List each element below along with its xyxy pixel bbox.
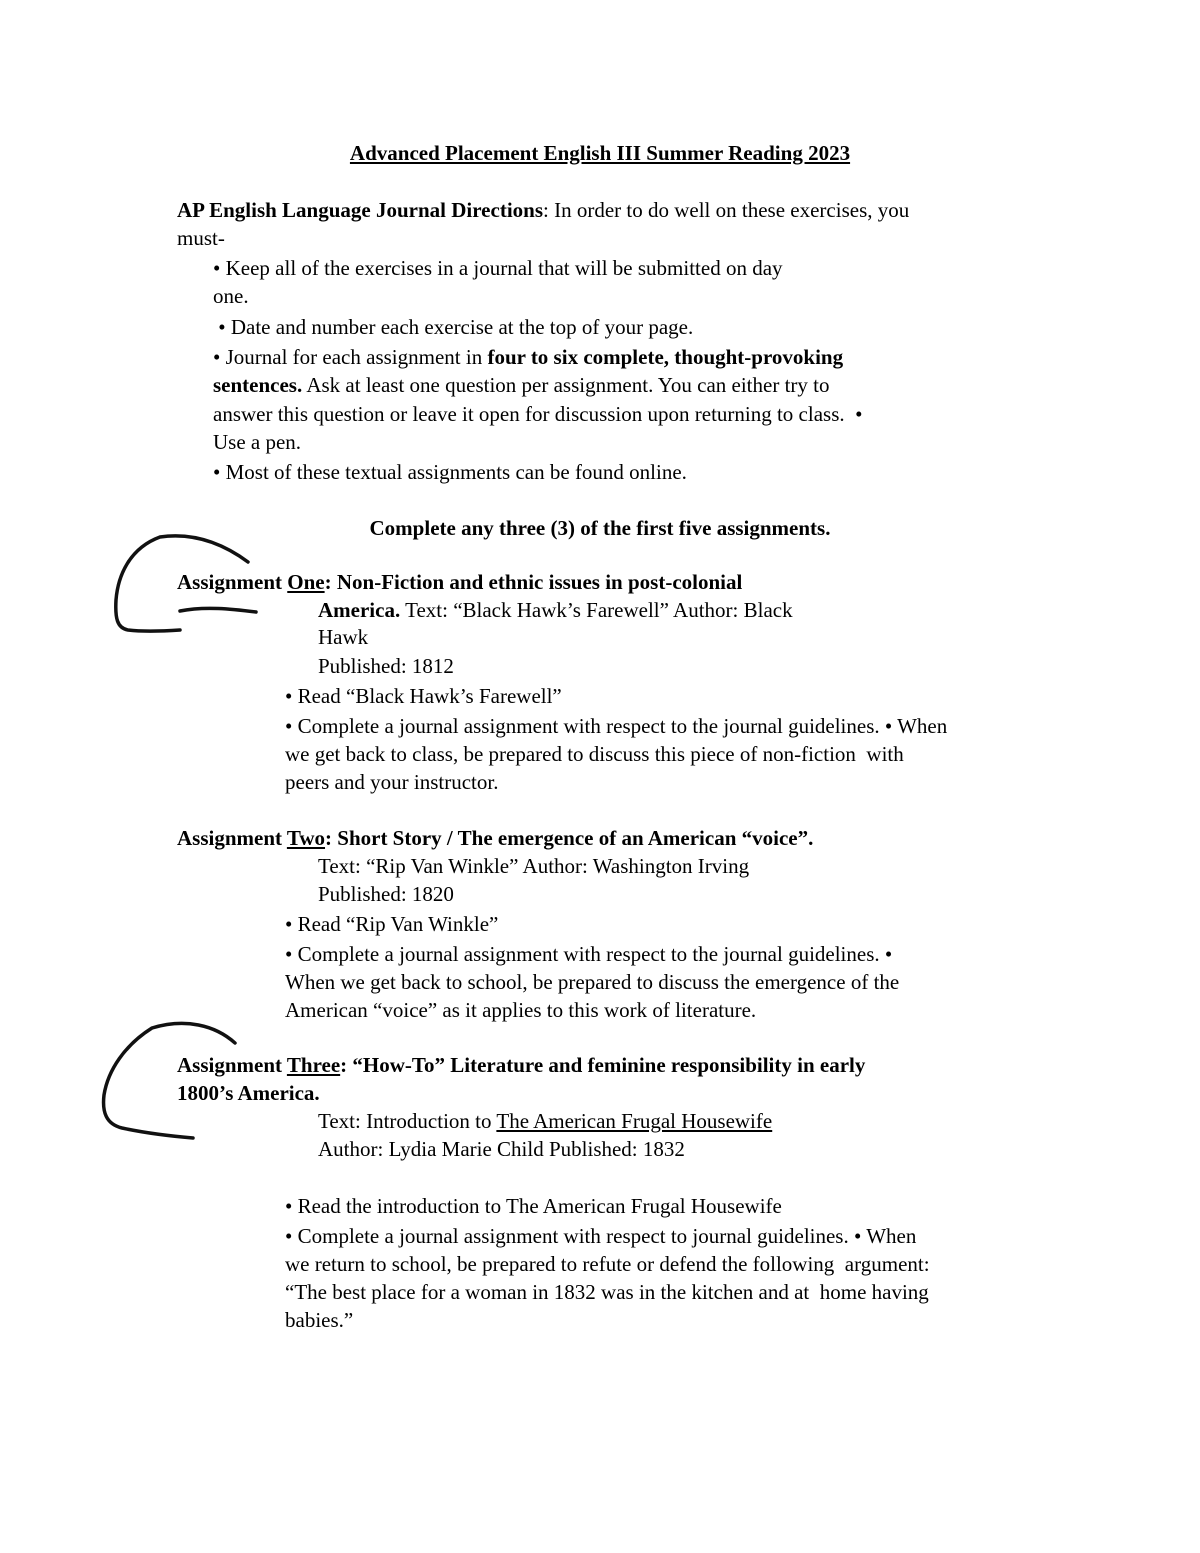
assignment-three-bullet-2-line4: babies.” — [285, 1308, 354, 1332]
directions-intro-line2: must- — [177, 226, 225, 250]
directions-intro — [177, 196, 909, 224]
directions-intro-text: : In order to do well on these exercises, you — [543, 198, 910, 222]
assignment-number: Two — [286, 826, 326, 850]
assignment-topic: : “How-To” Literature and feminine responsibility in early — [340, 1053, 866, 1077]
assignment-one-author-cont: Hawk — [318, 625, 369, 649]
assignment-one-bullet-1: • Read “Black Hawk’s Farewell” — [285, 684, 562, 708]
assignment-number: One — [287, 570, 325, 594]
directions-bullet-4: • Most of these textual assignments can be found online. — [213, 460, 687, 484]
bullet-3-text-2: Ask at least one question per assignment. You can either try to — [302, 373, 830, 397]
directions-bullet-2: • Date and number each exercise at the top of your page. — [213, 315, 694, 339]
book-title: The American Frugal Housewife — [496, 1109, 773, 1133]
assignment-topic: : Non-Fiction and ethnic issues in post-colonial — [324, 570, 743, 594]
directions-bullet-1-cont: one. — [213, 284, 249, 308]
assignment-three-text-line — [318, 1107, 772, 1135]
directions-bullet-3-line4: Use a pen. — [213, 430, 302, 454]
assignment-three-bullet-1: • Read the introduction to The American Frugal Housewife — [285, 1194, 782, 1218]
assignment-three-title — [177, 1051, 865, 1079]
page-title: Advanced Placement English III Summer Reading 2023 — [349, 141, 851, 165]
bullet-3-text: • Journal for each assignment in — [213, 345, 488, 369]
assignment-two-published: Published: 1820 — [318, 882, 454, 906]
assignment-two-text-line: Text: “Rip Van Winkle” Author: Washington Irving — [318, 854, 750, 878]
assignment-three-bullet-2-line2: we return to school, be prepared to refute or defend the following argument: — [285, 1252, 930, 1276]
instruction-heading: Complete any three (3) of the first five assignments. — [369, 516, 831, 540]
assignment-one-title — [177, 568, 742, 596]
assignment-topic: : Short Story / The emergence of an American “voice”. — [325, 826, 814, 850]
assignment-two-bullet-2-line2: When we get back to school, be prepared to discuss the emergence of the — [285, 970, 900, 994]
assignment-two-bullet-2: • Complete a journal assignment with respect to the journal guidelines. • — [285, 942, 893, 966]
assignment-three-bullet-2-line3: “The best place for a woman in 1832 was in the kitchen and at home having — [285, 1280, 929, 1304]
assignment-text-author: Text: “Black Hawk’s Farewell” Author: Black — [400, 598, 793, 622]
directions-bullet-3-line2 — [213, 371, 829, 399]
underline-mark-one — [180, 608, 256, 612]
assignment-three-author: Author: Lydia Marie Child Published: 1832 — [318, 1137, 685, 1161]
assignment-word: Assignment — [177, 1053, 287, 1077]
assignment-one-bullet-2-line2: we get back to class, be prepared to discuss this piece of non-fiction with — [285, 742, 904, 766]
directions-heading: AP English Language Journal Directions — [177, 198, 544, 222]
assignment-two-title — [177, 824, 813, 852]
assignment-three-bullet-2: • Complete a journal assignment with respect to journal guidelines. • When — [285, 1224, 917, 1248]
assignment-word: Assignment — [177, 826, 287, 850]
assignment-one-text-line — [318, 596, 793, 624]
assignment-number: Three — [286, 1053, 341, 1077]
directions-bullet-3-line3: answer this question or leave it open for discussion upon returning to class. • — [213, 402, 863, 426]
assignment-three-title-line2: 1800’s America. — [177, 1081, 320, 1105]
assignment-two-bullet-2-line3: American “voice” as it applies to this work of literature. — [285, 998, 757, 1022]
assignment-two-bullet-1: • Read “Rip Van Winkle” — [285, 912, 499, 936]
assignment-word: Assignment — [177, 570, 288, 594]
bullet-3-bold: four to six complete, thought-provoking — [487, 345, 844, 369]
directions-bullet-1: • Keep all of the exercises in a journal that will be submitted on day — [213, 256, 783, 280]
text-prefix: Text: Introduction to — [318, 1109, 497, 1133]
assignment-one-published: Published: 1812 — [318, 654, 454, 678]
directions-bullet-3 — [213, 343, 843, 371]
assignment-topic-cont: America. — [318, 598, 401, 622]
assignment-one-bullet-2: • Complete a journal assignment with respect to the journal guidelines. • When — [285, 714, 948, 738]
assignment-one-bullet-2-line3: peers and your instructor. — [285, 770, 499, 794]
bullet-3-bold-2: sentences. — [213, 373, 303, 397]
